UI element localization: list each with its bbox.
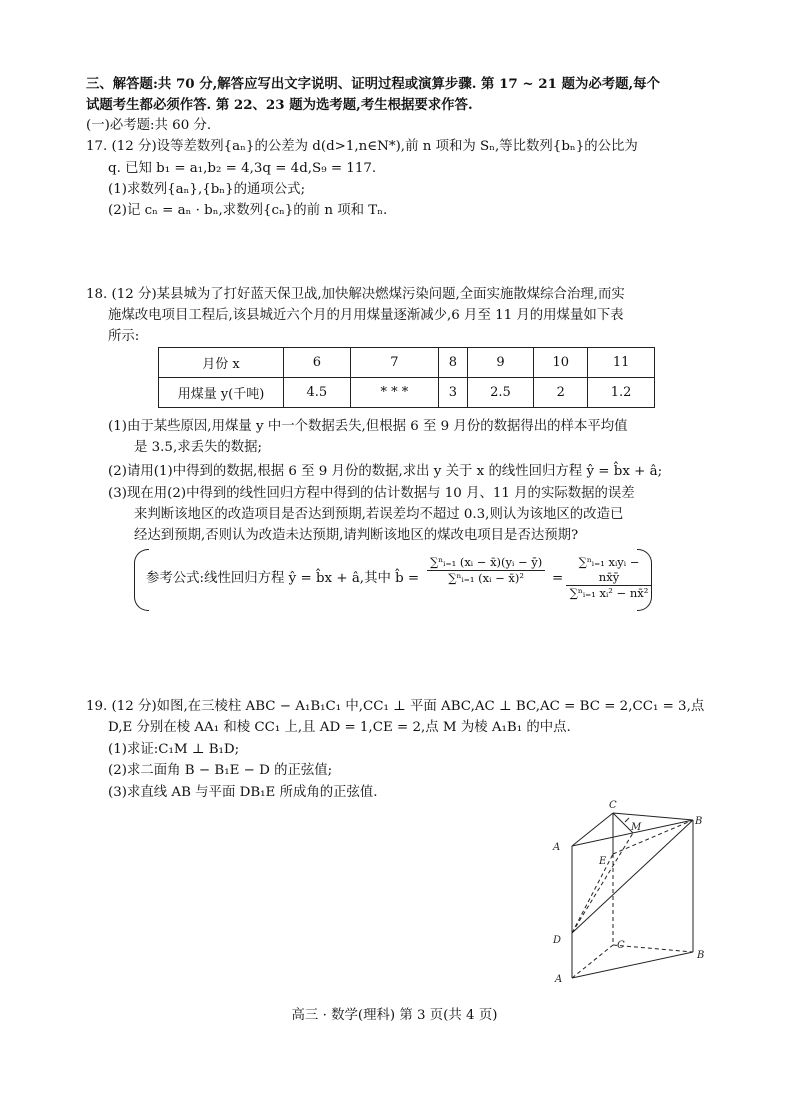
q18-part3b: 来判断该地区的改造项目是否达到预期,若误差均不超过 0.3,则认为该地区的改造已: [134, 507, 624, 522]
table-cell: 月份 x: [159, 348, 284, 378]
edge-a1-c1: [572, 813, 613, 846]
q17-part1: (1)求数列{aₙ},{bₙ}的通项公式;: [108, 182, 306, 197]
hidden-segment-d-m: [572, 833, 633, 933]
q17-part2: (2)记 cₙ = aₙ · bₙ,求数列{cₙ}的前 n 项和 Tₙ.: [108, 203, 388, 218]
formula-fraction-2: [566, 555, 652, 601]
section-header-line1: 三、解答题:共 70 分,解答应写出文字说明、证明过程或演算步骤. 第 17 ~ 21 题为必考题,每个: [86, 76, 660, 92]
q18-line2: 施煤改电项目工程后,该县城近六个月的月用煤量逐渐减少,6 月至 11 月的用煤量如下表: [108, 308, 624, 323]
label-c: C: [617, 940, 625, 951]
label-b1: B: [695, 816, 703, 827]
label-b: B: [697, 950, 705, 961]
reference-formula-box: [134, 549, 652, 609]
right-angle-mark: [625, 818, 629, 822]
hidden-edge-c-b: [613, 945, 693, 952]
table-cell: 11: [588, 348, 655, 378]
label-a1: A: [553, 842, 561, 853]
hidden-edge-a-c: [572, 945, 613, 978]
q17-line2: q. 已知 b₁ = a₁,b₂ = 4,3q = 4d,S₉ = 117.: [108, 161, 377, 176]
coal-usage-table: [158, 347, 655, 408]
formula-prefix: 参考公式:线性回归方程 ŷ = b̂x + â,其中 b̂ =: [146, 571, 420, 586]
fraction-2-denominator: ∑ⁿᵢ₌₁ xᵢ² − nx̄²: [569, 586, 649, 600]
table-cell: 1.2: [588, 378, 655, 408]
fraction-1-numerator: ∑ⁿᵢ₌₁ (xᵢ − x̄)(yᵢ − ȳ): [427, 555, 545, 571]
q18-part1b: 是 3.5,求丢失的数据;: [134, 440, 263, 455]
table-cell: 9: [467, 348, 534, 378]
q19-part1: (1)求证:C₁M ⊥ B₁D;: [108, 742, 240, 757]
table-row: [159, 378, 655, 408]
table-cell: 8: [439, 348, 468, 378]
q18-part2: (2)请用(1)中得到的数据,根据 6 至 9 月份的数据,求出 y 关于 x 的线性回归方程 ŷ = b̂x + â;: [108, 464, 663, 479]
label-m: M: [631, 822, 642, 833]
table-cell: 7: [350, 348, 438, 378]
label-d: D: [553, 935, 562, 946]
q19-line2: D,E 分别在棱 AA₁ 和棱 CC₁ 上,且 AD = 1,CE = 2,点 M 为棱 A₁B₁ 的中点.: [108, 720, 571, 735]
edge-a-b: [572, 952, 693, 978]
table-cell: 4.5: [284, 378, 351, 408]
segment-d-b1: [572, 820, 693, 933]
segment-c1-m: [613, 813, 633, 833]
table-row: [159, 348, 655, 378]
edge-c1-b1: [613, 813, 693, 820]
q18-part1a: (1)由于某些原因,用煤量 y 中一个数据丢失,但根据 6 至 9 月份的数据得出的样本平均值: [108, 419, 628, 434]
section-sub-header: (一)必考题:共 60 分.: [86, 118, 212, 133]
q18-part3c: 经达到预期,否则认为改造未达预期,请判断该地区的煤改电项目是否达预期?: [134, 528, 579, 543]
table-cell: 2.5: [467, 378, 534, 408]
hidden-segment-d-e: [572, 854, 613, 933]
table-cell: 2: [534, 378, 588, 408]
label-a: A: [555, 974, 563, 985]
q18-part3a: (3)现在用(2)中得到的线性回归方程中得到的估计数据与 10 月、11 月的实际数据的误差: [108, 486, 635, 501]
section-header-line2: 试题考生都必须作答. 第 22、23 题为选考题,考生根据要求作答.: [86, 97, 473, 113]
q18-line1: 18. (12 分)某县城为了打好蓝天保卫战,加快解决燃煤污染问题,全面实施散煤综合治理,而实: [86, 287, 625, 302]
q18-line3: 所示:: [108, 329, 140, 344]
page-footer: 高三 · 数学(理科) 第 3 页(共 4 页): [291, 1008, 498, 1023]
table-cell: 用煤量 y(千吨): [159, 378, 284, 408]
formula-equals: =: [552, 571, 564, 586]
q19-part2: (2)求二面角 B − B₁E − D 的正弦值;: [108, 763, 333, 778]
fraction-2-numerator: ∑ⁿᵢ₌₁ xᵢyᵢ − nx̄ȳ: [566, 555, 652, 586]
q19-line1: 19. (12 分)如图,在三棱柱 ABC − A₁B₁C₁ 中,CC₁ ⊥ 平面 ABC,AC ⊥ BC,AC = BC = 2,CC₁ = 3,点: [86, 699, 705, 714]
label-e: E: [599, 856, 607, 867]
prism-figure: [545, 796, 715, 988]
formula-fraction-1: [427, 555, 545, 586]
table-cell: 6: [284, 348, 351, 378]
q17-line1: 17. (12 分)设等差数列{aₙ}的公差为 d(d>1,n∈N*),前 n 项和为 Sₙ,等比数列{bₙ}的公比为: [86, 139, 638, 154]
q19-part3: (3)求直线 AB 与平面 DB₁E 所成角的正弦值.: [108, 785, 378, 800]
table-cell: 10: [534, 348, 588, 378]
table-cell: 3: [439, 378, 468, 408]
fraction-1-denominator: ∑ⁿᵢ₌₁ (xᵢ − x̄)²: [448, 571, 524, 585]
label-c1: C: [609, 800, 617, 811]
table-cell: * * *: [350, 378, 438, 408]
